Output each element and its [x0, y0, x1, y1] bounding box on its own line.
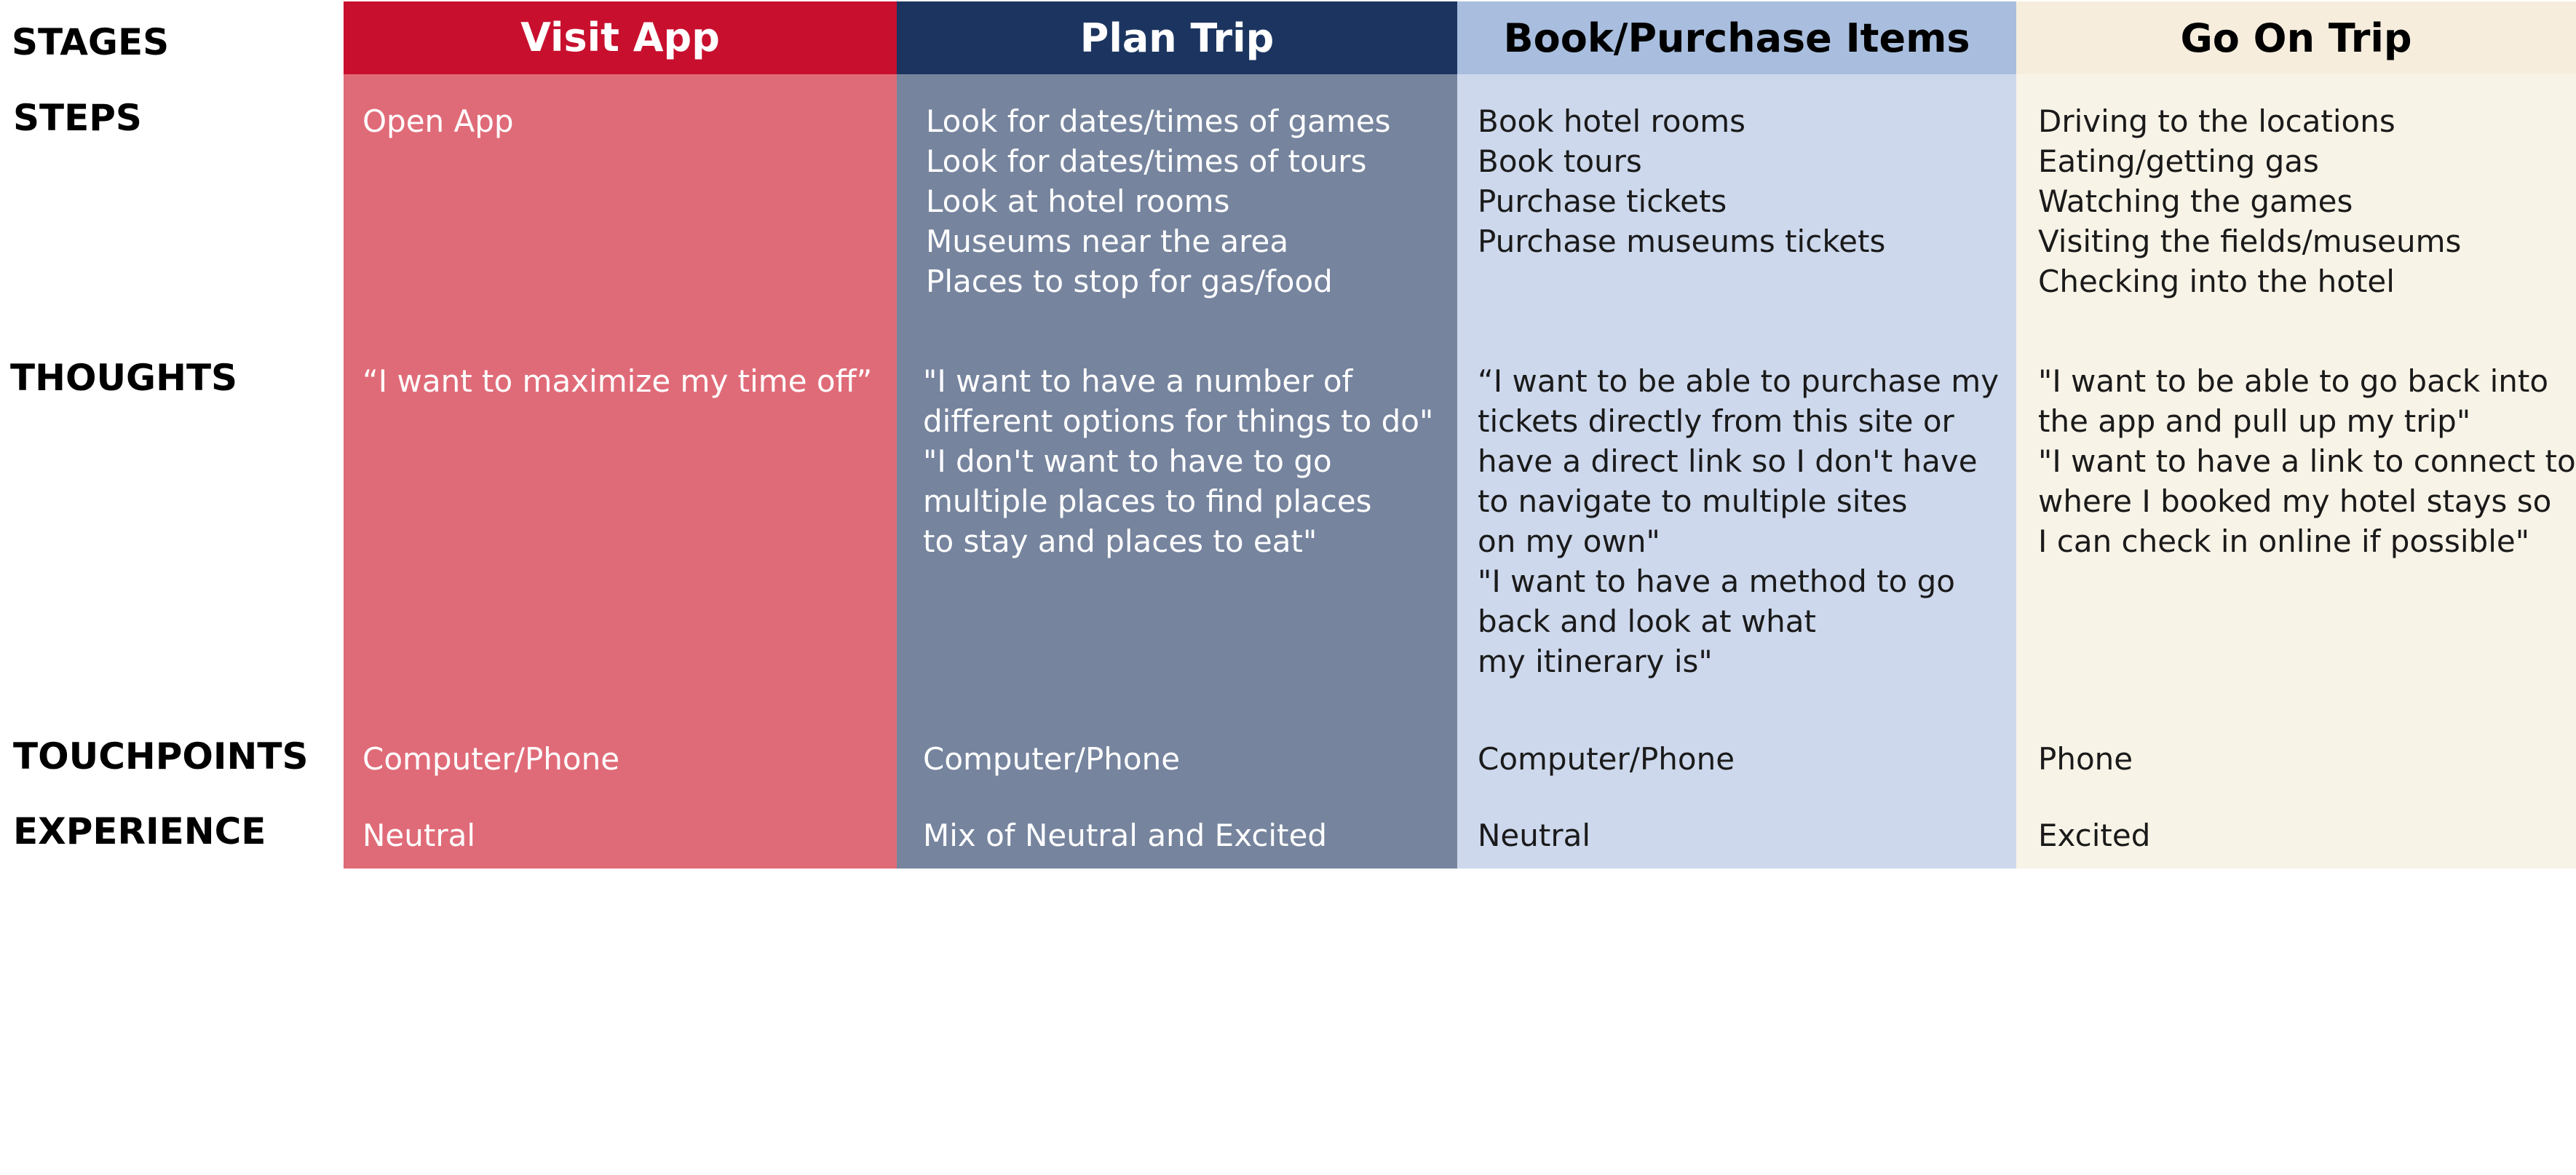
- stage-header-visit-app: [344, 1, 897, 74]
- touchpoints-cell-book-purchase: Computer/Phone: [1478, 741, 1735, 777]
- stage-title: Go On Trip: [2180, 15, 2412, 61]
- steps-cell-plan-trip: [926, 101, 1391, 301]
- step-item: Book tours: [1478, 143, 1642, 179]
- thought-line: have a direct link so I don't have: [1478, 443, 1978, 479]
- thoughts-cell-plan-trip: [923, 361, 1433, 561]
- thought-line: "I want to have a link to connect to: [2038, 443, 2576, 479]
- stage-title: Book/Purchase Items: [1503, 15, 1970, 61]
- step-item: Eating/getting gas: [2038, 143, 2319, 179]
- row-label-touchpoints: TOUCHPOINTS: [13, 735, 309, 778]
- thought-line: back and look at what: [1478, 604, 1816, 639]
- thoughts-cell-visit-app: [362, 361, 872, 401]
- thought-line: multiple places to find places: [923, 483, 1372, 519]
- thought-line: I can check in online if possible": [2038, 523, 2530, 559]
- stage-column-visit-app: [344, 1, 897, 869]
- steps-cell-visit-app: [362, 101, 514, 141]
- stage-title: Visit App: [520, 15, 720, 60]
- step-item: Look for dates/times of tours: [926, 143, 1367, 179]
- thought-line: where I booked my hotel stays so: [2038, 483, 2552, 519]
- thought-line: tickets directly from this site or: [1478, 403, 1954, 439]
- stage-header-go-on-trip: [2016, 1, 2576, 74]
- step-item: Look at hotel rooms: [926, 183, 1230, 219]
- row-label-stages: STAGES: [12, 21, 170, 63]
- step-item: Open App: [362, 103, 514, 139]
- thought-line: different options for things to do": [923, 403, 1434, 439]
- step-item: Museums near the area: [926, 223, 1289, 259]
- row-label-experience: EXPERIENCE: [13, 810, 266, 852]
- thought-line: "I want to have a number of: [923, 363, 1353, 399]
- thought-line: to navigate to multiple sites: [1478, 483, 1908, 519]
- touchpoints-cell-go-on-trip: Phone: [2038, 741, 2133, 777]
- row-label-steps: STEPS: [13, 97, 142, 139]
- thought-line: "I want to be able to go back into: [2038, 363, 2549, 399]
- thoughts-cell-go-on-trip: [2038, 361, 2576, 561]
- step-item: Visiting the fields/museums: [2038, 223, 2462, 259]
- step-item: Book hotel rooms: [1478, 103, 1746, 139]
- step-item: Look for dates/times of games: [926, 103, 1391, 139]
- experience-cell-go-on-trip: Excited: [2038, 818, 2151, 853]
- step-item: Checking into the hotel: [2038, 264, 2395, 299]
- thought-line: to stay and places to eat": [923, 523, 1317, 559]
- stage-header-book-purchase: [1457, 1, 2016, 74]
- stage-column-go-on-trip: [2016, 1, 2576, 869]
- thought-line: "I want to have a method to go: [1478, 563, 1956, 599]
- steps-cell-go-on-trip: [2038, 101, 2461, 301]
- step-item: Driving to the locations: [2038, 103, 2395, 139]
- step-item: Watching the games: [2038, 183, 2353, 219]
- thought-line: “I want to maximize my time off”: [362, 363, 873, 399]
- stage-column-book-purchase: [1457, 1, 2016, 869]
- step-item: Purchase museums tickets: [1478, 223, 1886, 259]
- thought-line: "I don't want to have to go: [923, 443, 1332, 479]
- stage-header-plan-trip: [897, 1, 1457, 74]
- experience-cell-visit-app: Neutral: [362, 818, 476, 853]
- stage-column-plan-trip: [897, 1, 1457, 869]
- step-item: Places to stop for gas/food: [926, 264, 1333, 299]
- thoughts-cell-book-purchase: [1478, 361, 1999, 681]
- thought-line: my itinerary is": [1478, 644, 1713, 679]
- thought-line: the app and pull up my trip": [2038, 403, 2471, 439]
- touchpoints-cell-plan-trip: Computer/Phone: [923, 741, 1181, 777]
- thought-line: on my own": [1478, 523, 1660, 559]
- thought-line: “I want to be able to purchase my: [1478, 363, 2000, 399]
- stage-title: Plan Trip: [1079, 15, 1275, 61]
- experience-cell-book-purchase: Neutral: [1478, 818, 1591, 853]
- touchpoints-cell-visit-app: Computer/Phone: [362, 741, 620, 777]
- steps-cell-book-purchase: [1478, 101, 1885, 261]
- row-label-thoughts: THOUGHTS: [10, 357, 238, 399]
- step-item: Purchase tickets: [1478, 183, 1727, 219]
- experience-cell-plan-trip: Mix of Neutral and Excited: [923, 818, 1328, 853]
